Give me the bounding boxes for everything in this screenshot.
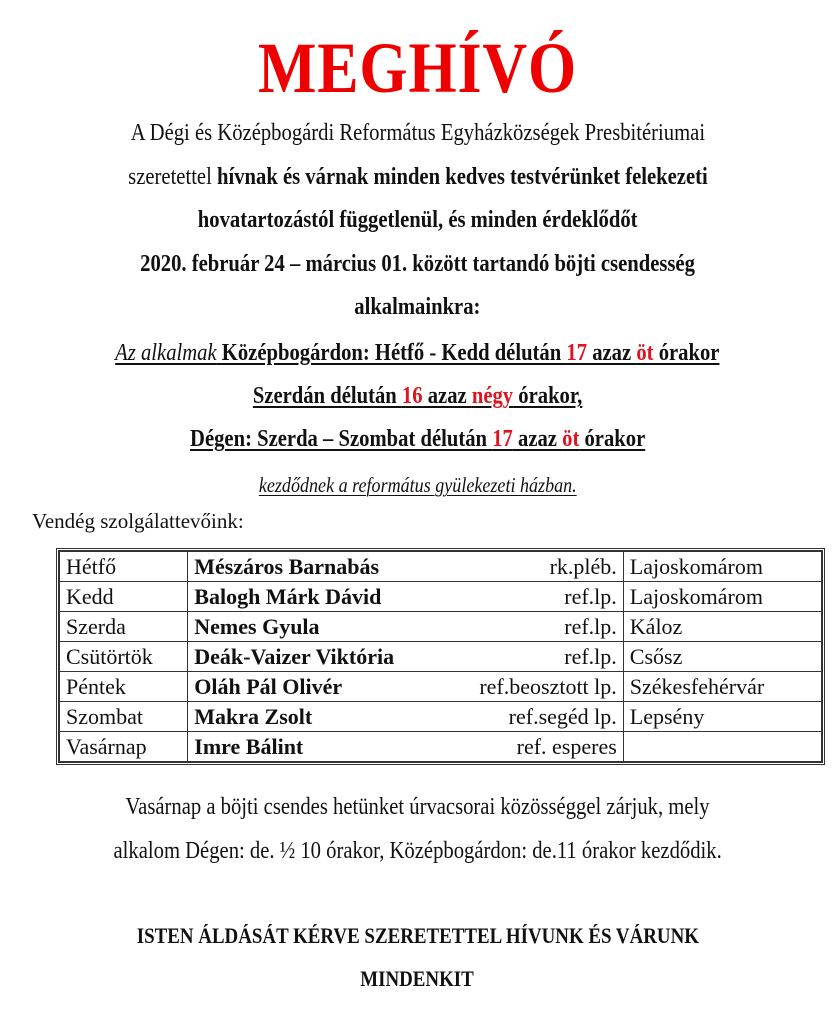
- intro-line-2: [0, 162, 835, 192]
- schedule-row-1: [0, 338, 835, 368]
- guest-day: Hétfő: [60, 552, 188, 582]
- guest-place: Csősz: [623, 642, 821, 672]
- schedule-text: Szerdán délután: [252, 383, 402, 409]
- footer-text: ISTEN ÁLDÁSÁT KÉRVE SZERETETTEL HÍVUNK ÉS VÁRUNK: [136, 923, 699, 948]
- guest-day: Szombat: [60, 702, 188, 732]
- guest-role: rk.pléb.: [473, 552, 623, 582]
- guest-name: Imre Bálint: [188, 732, 474, 762]
- table-row: [60, 642, 822, 672]
- schedule-text: órakor: [579, 426, 646, 452]
- schedule-text: azaz: [512, 426, 562, 452]
- guest-place: Lepsény: [623, 702, 821, 732]
- table-row: [60, 582, 822, 612]
- intro-text: hovatartozástól függetlenül, és minden érdeklődőt: [197, 207, 638, 233]
- hour-word-red: öt: [636, 340, 654, 366]
- intro-line-1: [0, 118, 835, 148]
- guest-role: ref.lp.: [473, 582, 623, 612]
- closing-text: Vasárnap a böjti csendes hetünket úrvacsorai közösséggel zárjuk, mely: [125, 794, 710, 820]
- guest-day: Péntek: [60, 672, 188, 702]
- guest-name: Oláh Pál Olivér: [188, 672, 474, 702]
- guest-role: ref.lp.: [473, 612, 623, 642]
- guest-place: Lajoskomárom: [623, 552, 821, 582]
- hour-word-red: négy: [471, 383, 514, 409]
- guest-name: Mészáros Barnabás: [188, 552, 474, 582]
- schedule-italic: Az alkalmak: [115, 340, 217, 366]
- schedule-text: órakor: [653, 340, 720, 366]
- intro-line-3: [0, 205, 835, 235]
- guests-table: [56, 548, 825, 765]
- hour-word-red: öt: [561, 426, 580, 452]
- footer-line-2: [0, 965, 835, 993]
- guest-day: Szerda: [60, 612, 188, 642]
- guest-role: ref.lp.: [473, 642, 623, 672]
- guest-day: Vasárnap: [60, 732, 188, 762]
- intro-bold: hívnak és várnak minden kedves testvérünket felekezeti: [216, 164, 708, 190]
- hour-red: 17: [566, 340, 588, 366]
- guest-place: Káloz: [623, 612, 821, 642]
- table-row: [60, 732, 822, 762]
- guest-name: Makra Zsolt: [188, 702, 474, 732]
- schedule-text: Középbogárdon: Hétfő - Kedd délután: [216, 340, 567, 366]
- schedule-row-2: [0, 381, 835, 411]
- schedule-text: azaz: [422, 383, 472, 409]
- occasions-text: alkalmainkra:: [354, 294, 481, 320]
- schedule-text: Dégen: Szerda – Szombat délután: [189, 426, 493, 452]
- table-row: [60, 702, 822, 732]
- guest-role: ref.segéd lp.: [473, 702, 623, 732]
- schedule-note-text: kezdődnek a református gyülekezeti házban.: [258, 473, 577, 497]
- date-range-text: 2020. február 24 – március 01. között tartandó böjti csendesség: [140, 251, 695, 277]
- intro-plain: szeretettel: [127, 164, 217, 190]
- table-row: [60, 552, 822, 582]
- guest-name: Nemes Gyula: [188, 612, 474, 642]
- guest-day: Kedd: [60, 582, 188, 612]
- closing-line-1: [0, 792, 835, 822]
- guest-place: [623, 732, 821, 762]
- guest-name: Balogh Márk Dávid: [188, 582, 474, 612]
- guest-place: Székesfehérvár: [623, 672, 821, 702]
- guest-place: Lajoskomárom: [623, 582, 821, 612]
- guests-label: Vendég szolgálattevőink:: [32, 509, 244, 533]
- occasions-line: [0, 292, 835, 322]
- schedule-note: [0, 470, 835, 500]
- invitation-title: MEGHÍVÓ: [257, 28, 578, 108]
- intro-text: A Dégi és Középbogárdi Református Egyházközségek Presbitériumai: [130, 120, 705, 146]
- guest-role: ref. esperes: [473, 732, 623, 762]
- date-range-line: [0, 249, 835, 279]
- guest-day: Csütörtök: [60, 642, 188, 672]
- closing-text: alkalom Dégen: de. ½ 10 órakor, Középbogárdon: de.11 órakor kezdődik.: [113, 838, 722, 864]
- hour-red: 16: [401, 383, 423, 409]
- schedule-text: azaz: [587, 340, 637, 366]
- footer-line-1: [0, 922, 835, 950]
- closing-line-2: [0, 836, 835, 866]
- schedule-text: órakor,: [513, 383, 583, 409]
- table-row: [60, 672, 822, 702]
- hour-red: 17: [492, 426, 513, 452]
- guest-name: Deák-Vaizer Viktória: [188, 642, 474, 672]
- guest-role: ref.beosztott lp.: [473, 672, 623, 702]
- table-row: [60, 612, 822, 642]
- footer-text: MINDENKIT: [360, 966, 475, 991]
- schedule-row-3: [0, 424, 835, 454]
